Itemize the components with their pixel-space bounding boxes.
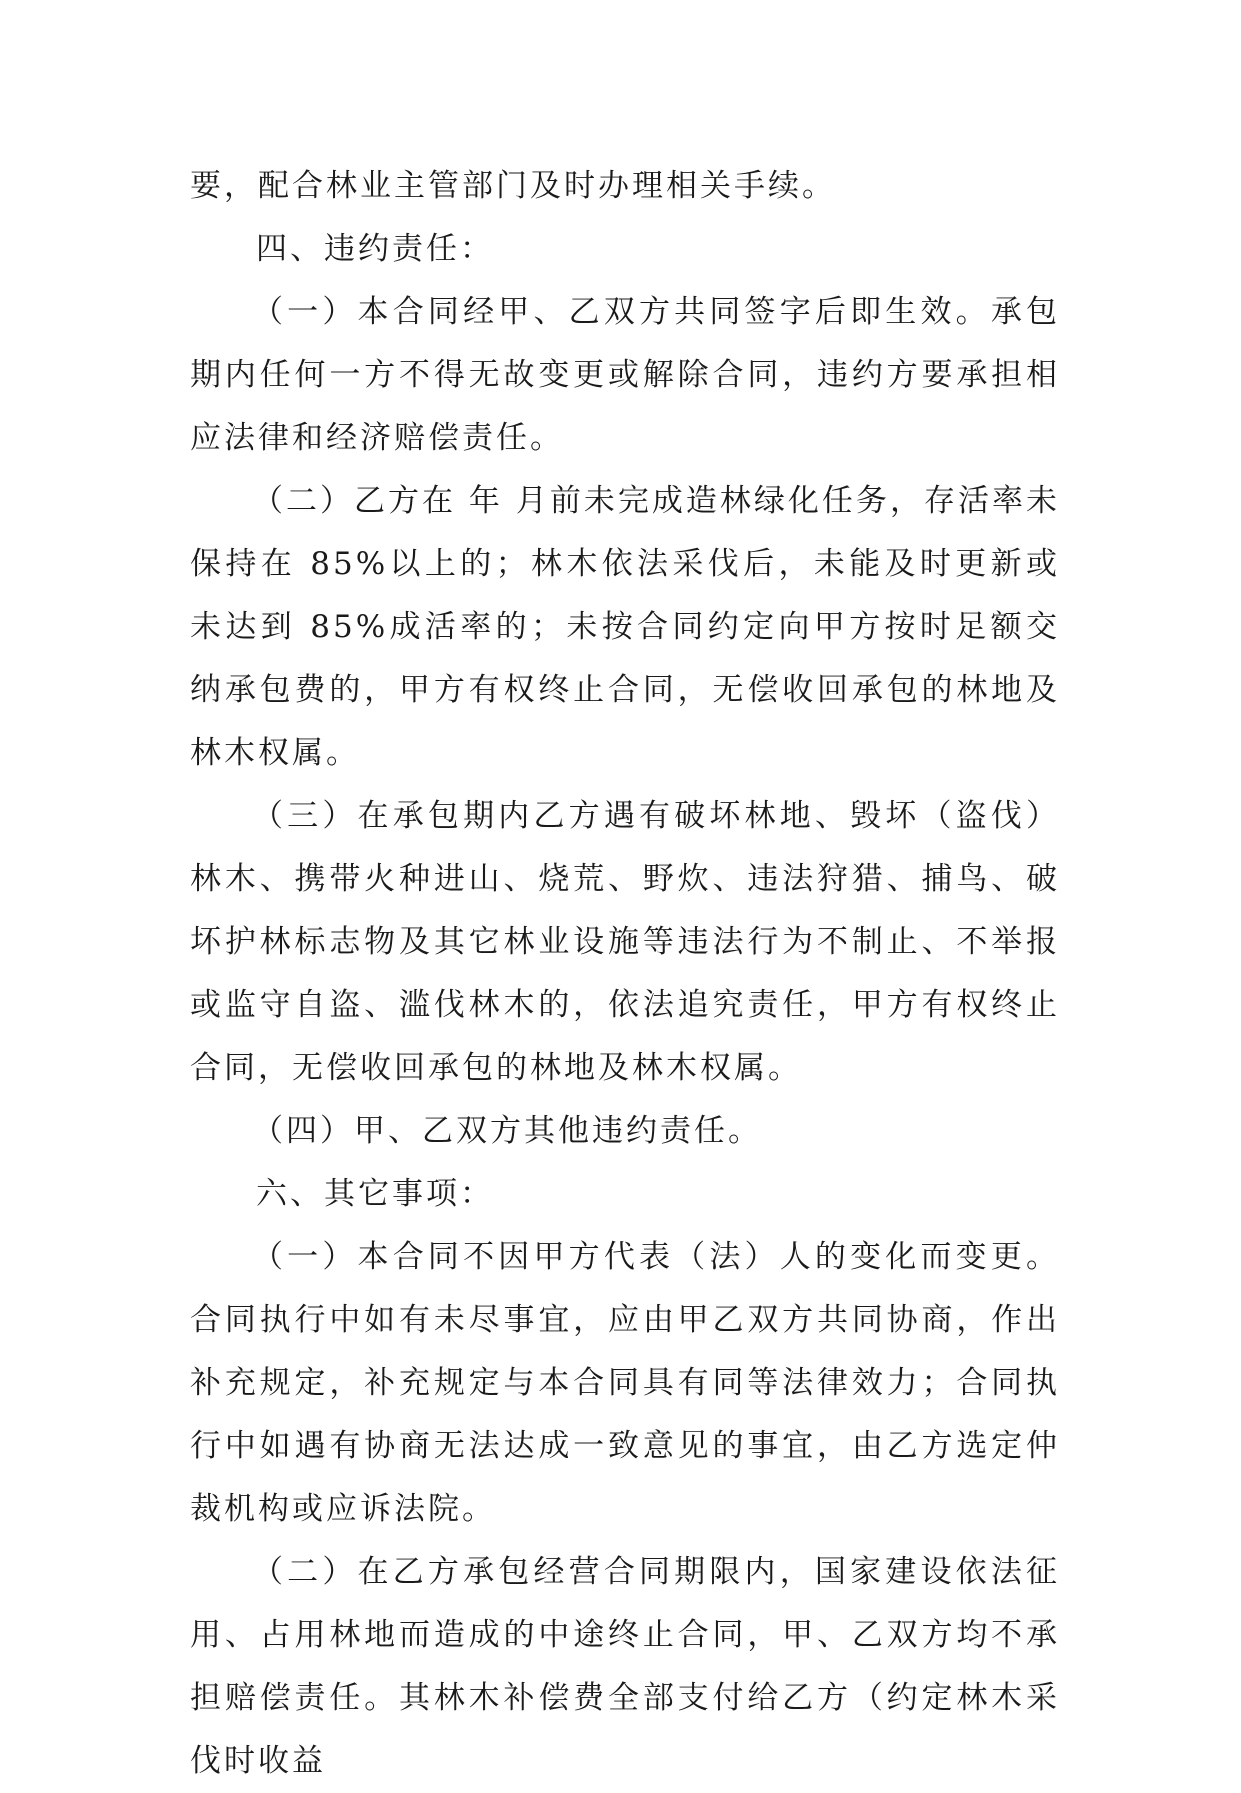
document-body bbox=[190, 155, 1060, 1793]
section-heading-breach-liability: 四、违约责任： bbox=[256, 231, 494, 267]
clause-4-1: （一）本合同经甲、乙双方共同签字后即生效。承包期内任何一方不得无故变更或解除合同，违约方要承担相应法律和经济赔偿责任。 bbox=[190, 294, 1060, 456]
paragraph-continuation: 要，配合林业主管部门及时办理相关手续。 bbox=[190, 168, 836, 204]
clause-6-1: （一）本合同不因甲方代表（法）人的变化而变更。合同执行中如有未尽事宜，应由甲乙双方共同协商，作出补充规定，补充规定与本合同具有同等法律效力；合同执行中如遇有协商无法达成一致意见的事宜，由乙方选定仲裁机构或应诉法院。 bbox=[190, 1239, 1060, 1527]
section-heading-other-matters: 六、其它事项： bbox=[256, 1176, 494, 1212]
clause-6-2: （二）在乙方承包经营合同期限内，国家建设依法征用、占用林地而造成的中途终止合同，甲、乙双方均不承担赔偿责任。其林木补偿费全部支付给乙方（约定林木采伐时收益 bbox=[190, 1554, 1060, 1779]
clause-4-2: （二）乙方在 年 月前未完成造林绿化任务，存活率未保持在 85%以上的；林木依法采伐后，未能及时更新或未达到 85%成活率的；未按合同约定向甲方按时足额交纳承包费的，甲方有权终止合同，无偿收回承包的林地及林木权属。 bbox=[190, 483, 1060, 771]
clause-4-4: （四）甲、乙双方其他违约责任。 bbox=[252, 1113, 762, 1149]
clause-4-3: （三）在承包期内乙方遇有破坏林地、毁坏（盗伐）林木、携带火种进山、烧荒、野炊、违法狩猎、捕鸟、破坏护林标志物及其它林业设施等违法行为不制止、不举报或监守自盗、滥伐林木的，依法追究责任，甲方有权终止合同，无偿收回承包的林地及林木权属。 bbox=[190, 798, 1060, 1086]
